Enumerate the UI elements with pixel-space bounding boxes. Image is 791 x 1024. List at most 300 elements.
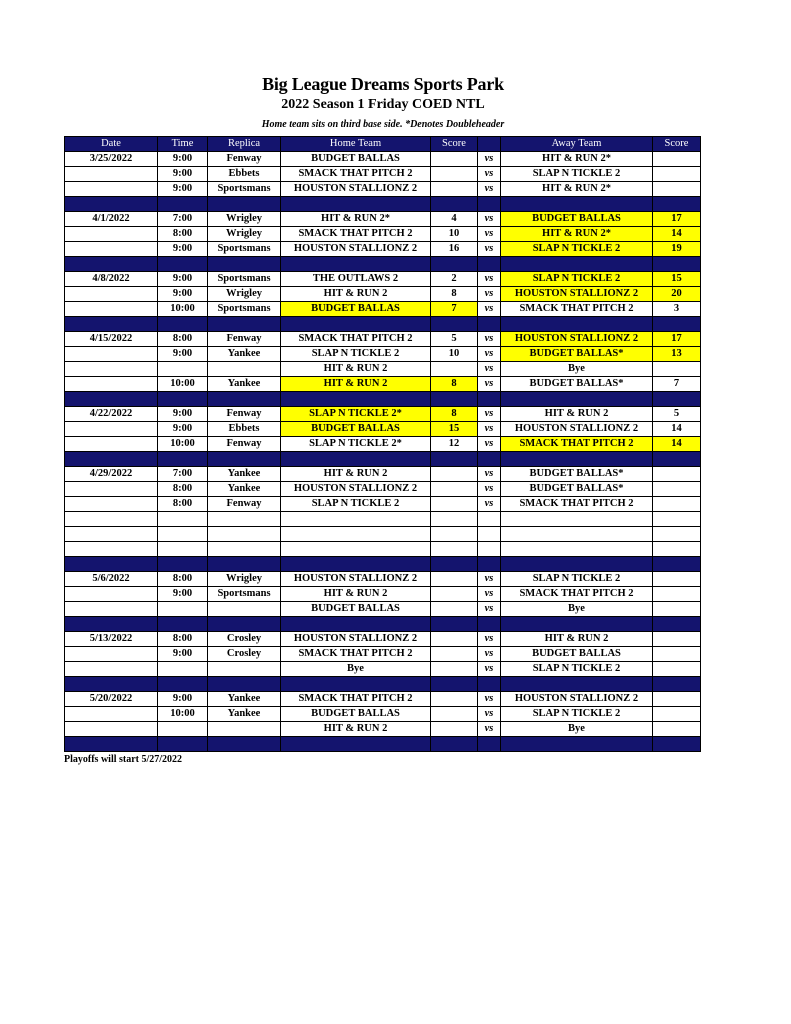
away-team-cell xyxy=(501,512,653,527)
replica-cell: Ebbets xyxy=(208,167,281,182)
separator-cell xyxy=(478,677,501,692)
date-cell xyxy=(65,662,158,677)
week-separator xyxy=(65,317,701,332)
away-team-cell: HIT & RUN 2 xyxy=(501,632,653,647)
separator-cell xyxy=(431,257,478,272)
away-score-cell xyxy=(653,167,701,182)
game-row xyxy=(65,467,701,482)
home-score-cell: 7 xyxy=(431,302,478,317)
header-away-score: Score xyxy=(653,137,701,152)
time-cell: 7:00 xyxy=(158,467,208,482)
separator-cell xyxy=(281,257,431,272)
replica-cell: Wrigley xyxy=(208,287,281,302)
vs-cell: vs xyxy=(478,407,501,422)
home-score-cell xyxy=(431,182,478,197)
vs-cell xyxy=(478,542,501,557)
home-score-cell xyxy=(431,167,478,182)
away-score-cell xyxy=(653,362,701,377)
replica-cell: Fenway xyxy=(208,152,281,167)
separator-cell xyxy=(478,557,501,572)
date-cell: 3/25/2022 xyxy=(65,152,158,167)
separator-cell xyxy=(431,392,478,407)
away-score-cell xyxy=(653,512,701,527)
separator-cell xyxy=(281,557,431,572)
separator-cell xyxy=(65,452,158,467)
date-cell: 4/15/2022 xyxy=(65,332,158,347)
separator-cell xyxy=(501,677,653,692)
replica-cell: Fenway xyxy=(208,332,281,347)
separator-cell xyxy=(158,257,208,272)
time-cell: 9:00 xyxy=(158,422,208,437)
away-score-cell xyxy=(653,662,701,677)
away-score-cell: 20 xyxy=(653,287,701,302)
home-team-cell: BUDGET BALLAS xyxy=(281,602,431,617)
home-team-cell: HOUSTON STALLIONZ 2 xyxy=(281,482,431,497)
date-cell: 4/8/2022 xyxy=(65,272,158,287)
home-team-cell: SLAP N TICKLE 2* xyxy=(281,407,431,422)
date-cell xyxy=(65,347,158,362)
away-team-cell: SMACK THAT PITCH 2 xyxy=(501,587,653,602)
date-cell xyxy=(65,242,158,257)
away-score-cell: 17 xyxy=(653,332,701,347)
separator-cell xyxy=(653,617,701,632)
away-team-cell: BUDGET BALLAS* xyxy=(501,377,653,392)
away-score-cell: 3 xyxy=(653,302,701,317)
separator-cell xyxy=(158,392,208,407)
game-row xyxy=(65,407,701,422)
away-score-cell: 14 xyxy=(653,227,701,242)
vs-cell: vs xyxy=(478,212,501,227)
date-cell xyxy=(65,647,158,662)
date-cell xyxy=(65,167,158,182)
separator-cell xyxy=(501,452,653,467)
home-score-cell xyxy=(431,662,478,677)
home-team-cell: HIT & RUN 2* xyxy=(281,212,431,227)
away-team-cell: HOUSTON STALLIONZ 2 xyxy=(501,422,653,437)
date-cell xyxy=(65,482,158,497)
time-cell xyxy=(158,362,208,377)
home-team-cell xyxy=(281,527,431,542)
separator-cell xyxy=(653,452,701,467)
replica-cell: Yankee xyxy=(208,467,281,482)
vs-cell: vs xyxy=(478,587,501,602)
time-cell: 9:00 xyxy=(158,242,208,257)
replica-cell: Fenway xyxy=(208,407,281,422)
away-team-cell: BUDGET BALLAS xyxy=(501,212,653,227)
separator-cell xyxy=(208,452,281,467)
separator-cell xyxy=(431,317,478,332)
home-score-cell xyxy=(431,587,478,602)
game-row xyxy=(65,632,701,647)
week-separator xyxy=(65,557,701,572)
away-team-cell: BUDGET BALLAS* xyxy=(501,347,653,362)
separator-cell xyxy=(653,557,701,572)
vs-cell: vs xyxy=(478,272,501,287)
header-date: Date xyxy=(65,137,158,152)
replica-cell xyxy=(208,362,281,377)
home-score-cell xyxy=(431,632,478,647)
separator-cell xyxy=(478,737,501,752)
time-cell xyxy=(158,542,208,557)
page-title: Big League Dreams Sports Park xyxy=(262,74,504,94)
home-team-cell: Bye xyxy=(281,662,431,677)
time-cell: 8:00 xyxy=(158,227,208,242)
time-cell: 8:00 xyxy=(158,632,208,647)
game-row xyxy=(65,707,701,722)
home-team-cell: BUDGET BALLAS xyxy=(281,302,431,317)
game-row xyxy=(65,587,701,602)
separator-cell xyxy=(65,677,158,692)
separator-cell xyxy=(208,197,281,212)
time-cell: 8:00 xyxy=(158,572,208,587)
away-score-cell xyxy=(653,602,701,617)
time-cell xyxy=(158,662,208,677)
separator-cell xyxy=(158,197,208,212)
away-team-cell: HOUSTON STALLIONZ 2 xyxy=(501,287,653,302)
replica-cell: Crosley xyxy=(208,632,281,647)
header-row xyxy=(65,137,701,152)
date-cell xyxy=(65,527,158,542)
date-cell: 5/13/2022 xyxy=(65,632,158,647)
home-team-cell: SLAP N TICKLE 2* xyxy=(281,437,431,452)
separator-cell xyxy=(158,317,208,332)
vs-cell: vs xyxy=(478,242,501,257)
vs-cell: vs xyxy=(478,287,501,302)
away-team-cell: Bye xyxy=(501,362,653,377)
time-cell: 8:00 xyxy=(158,332,208,347)
home-score-cell: 8 xyxy=(431,287,478,302)
header-vs xyxy=(478,137,501,152)
week-separator xyxy=(65,617,701,632)
vs-cell: vs xyxy=(478,182,501,197)
away-team-cell xyxy=(501,542,653,557)
game-row xyxy=(65,497,701,512)
vs-cell xyxy=(478,512,501,527)
separator-cell xyxy=(281,317,431,332)
home-team-cell: SMACK THAT PITCH 2 xyxy=(281,647,431,662)
separator-cell xyxy=(501,197,653,212)
home-team-cell: HOUSTON STALLIONZ 2 xyxy=(281,182,431,197)
separator-cell xyxy=(208,257,281,272)
vs-cell: vs xyxy=(478,707,501,722)
away-score-cell xyxy=(653,152,701,167)
replica-cell: Yankee xyxy=(208,692,281,707)
separator-cell xyxy=(281,737,431,752)
away-team-cell: SLAP N TICKLE 2 xyxy=(501,167,653,182)
game-row xyxy=(65,212,701,227)
playoffs-note: Playoffs will start 5/27/2022 xyxy=(64,754,183,765)
home-team-cell: SLAP N TICKLE 2 xyxy=(281,497,431,512)
away-team-cell: BUDGET BALLAS* xyxy=(501,482,653,497)
week-separator xyxy=(65,197,701,212)
separator-cell xyxy=(431,452,478,467)
home-team-cell: HIT & RUN 2 xyxy=(281,722,431,737)
home-team-cell: BUDGET BALLAS xyxy=(281,422,431,437)
separator-cell xyxy=(501,257,653,272)
game-row xyxy=(65,647,701,662)
away-score-cell xyxy=(653,527,701,542)
home-score-cell: 16 xyxy=(431,242,478,257)
home-score-cell xyxy=(431,572,478,587)
game-row xyxy=(65,242,701,257)
date-cell: 4/29/2022 xyxy=(65,467,158,482)
away-score-cell: 15 xyxy=(653,272,701,287)
home-team-cell: HIT & RUN 2 xyxy=(281,362,431,377)
separator-cell xyxy=(501,557,653,572)
time-cell: 9:00 xyxy=(158,647,208,662)
replica-cell xyxy=(208,602,281,617)
time-cell: 9:00 xyxy=(158,287,208,302)
away-score-cell xyxy=(653,572,701,587)
date-cell xyxy=(65,542,158,557)
week-separator xyxy=(65,737,701,752)
away-team-cell: HIT & RUN 2* xyxy=(501,227,653,242)
away-team-cell: SLAP N TICKLE 2 xyxy=(501,707,653,722)
separator-cell xyxy=(478,452,501,467)
header-home-team: Home Team xyxy=(281,137,431,152)
away-team-cell: HIT & RUN 2* xyxy=(501,182,653,197)
away-score-cell xyxy=(653,632,701,647)
replica-cell: Crosley xyxy=(208,647,281,662)
replica-cell: Sportsmans xyxy=(208,302,281,317)
away-team-cell: HOUSTON STALLIONZ 2 xyxy=(501,332,653,347)
away-team-cell: BUDGET BALLAS xyxy=(501,647,653,662)
away-score-cell: 14 xyxy=(653,422,701,437)
game-row xyxy=(65,287,701,302)
separator-cell xyxy=(501,392,653,407)
home-score-cell xyxy=(431,512,478,527)
game-row xyxy=(65,422,701,437)
time-cell: 9:00 xyxy=(158,152,208,167)
vs-cell: vs xyxy=(478,467,501,482)
replica-cell: Sportsmans xyxy=(208,272,281,287)
home-team-cell: SLAP N TICKLE 2 xyxy=(281,347,431,362)
time-cell xyxy=(158,722,208,737)
home-score-cell xyxy=(431,362,478,377)
home-team-cell: SMACK THAT PITCH 2 xyxy=(281,227,431,242)
date-cell xyxy=(65,707,158,722)
schedule-body xyxy=(65,137,701,752)
game-row xyxy=(65,572,701,587)
time-cell xyxy=(158,512,208,527)
separator-cell xyxy=(158,737,208,752)
game-row xyxy=(65,167,701,182)
week-separator xyxy=(65,392,701,407)
separator-cell xyxy=(65,737,158,752)
vs-cell: vs xyxy=(478,437,501,452)
away-score-cell: 5 xyxy=(653,407,701,422)
vs-cell: vs xyxy=(478,602,501,617)
home-score-cell xyxy=(431,647,478,662)
separator-cell xyxy=(65,317,158,332)
week-separator xyxy=(65,257,701,272)
separator-cell xyxy=(478,197,501,212)
replica-cell: Sportsmans xyxy=(208,182,281,197)
vs-cell: vs xyxy=(478,497,501,512)
date-cell: 4/22/2022 xyxy=(65,407,158,422)
away-team-cell: SMACK THAT PITCH 2 xyxy=(501,302,653,317)
separator-cell xyxy=(158,677,208,692)
separator-cell xyxy=(158,452,208,467)
away-score-cell xyxy=(653,707,701,722)
replica-cell: Wrigley xyxy=(208,212,281,227)
home-score-cell: 12 xyxy=(431,437,478,452)
time-cell: 9:00 xyxy=(158,587,208,602)
time-cell: 8:00 xyxy=(158,497,208,512)
separator-cell xyxy=(653,392,701,407)
separator-cell xyxy=(158,617,208,632)
separator-cell xyxy=(478,317,501,332)
date-cell xyxy=(65,362,158,377)
vs-cell: vs xyxy=(478,167,501,182)
game-row xyxy=(65,692,701,707)
home-team-cell: BUDGET BALLAS xyxy=(281,152,431,167)
away-team-cell: HIT & RUN 2* xyxy=(501,152,653,167)
home-score-cell xyxy=(431,497,478,512)
vs-cell: vs xyxy=(478,647,501,662)
separator-cell xyxy=(208,677,281,692)
separator-cell xyxy=(208,392,281,407)
separator-cell xyxy=(208,317,281,332)
home-score-cell: 8 xyxy=(431,407,478,422)
home-team-cell: BUDGET BALLAS xyxy=(281,707,431,722)
vs-cell: vs xyxy=(478,422,501,437)
time-cell xyxy=(158,602,208,617)
home-score-cell: 2 xyxy=(431,272,478,287)
separator-cell xyxy=(653,197,701,212)
vs-cell: vs xyxy=(478,632,501,647)
header-home-score: Score xyxy=(431,137,478,152)
separator-cell xyxy=(653,737,701,752)
separator-cell xyxy=(65,557,158,572)
replica-cell xyxy=(208,512,281,527)
away-score-cell: 17 xyxy=(653,212,701,227)
separator-cell xyxy=(653,257,701,272)
away-score-cell xyxy=(653,482,701,497)
away-team-cell: Bye xyxy=(501,722,653,737)
home-team-cell: SMACK THAT PITCH 2 xyxy=(281,167,431,182)
date-cell xyxy=(65,587,158,602)
separator-cell xyxy=(281,452,431,467)
game-row xyxy=(65,482,701,497)
away-team-cell: Bye xyxy=(501,602,653,617)
away-score-cell: 19 xyxy=(653,242,701,257)
home-team-cell: HOUSTON STALLIONZ 2 xyxy=(281,632,431,647)
away-team-cell: SLAP N TICKLE 2 xyxy=(501,572,653,587)
vs-cell: vs xyxy=(478,332,501,347)
away-team-cell xyxy=(501,527,653,542)
game-row xyxy=(65,182,701,197)
home-team-cell: HIT & RUN 2 xyxy=(281,467,431,482)
home-score-cell xyxy=(431,527,478,542)
game-row xyxy=(65,377,701,392)
game-row xyxy=(65,527,701,542)
away-score-cell: 13 xyxy=(653,347,701,362)
vs-cell: vs xyxy=(478,482,501,497)
time-cell: 10:00 xyxy=(158,707,208,722)
home-score-cell xyxy=(431,467,478,482)
date-cell xyxy=(65,722,158,737)
date-cell: 5/20/2022 xyxy=(65,692,158,707)
separator-cell xyxy=(158,557,208,572)
replica-cell: Sportsmans xyxy=(208,242,281,257)
vs-cell: vs xyxy=(478,302,501,317)
home-score-cell: 5 xyxy=(431,332,478,347)
replica-cell: Wrigley xyxy=(208,227,281,242)
separator-cell xyxy=(208,737,281,752)
date-cell: 5/6/2022 xyxy=(65,572,158,587)
separator-cell xyxy=(65,257,158,272)
vs-cell: vs xyxy=(478,347,501,362)
separator-cell xyxy=(208,557,281,572)
away-score-cell xyxy=(653,587,701,602)
vs-cell: vs xyxy=(478,662,501,677)
game-row xyxy=(65,272,701,287)
home-score-cell: 8 xyxy=(431,377,478,392)
away-team-cell: SMACK THAT PITCH 2 xyxy=(501,497,653,512)
time-cell: 9:00 xyxy=(158,692,208,707)
replica-cell xyxy=(208,662,281,677)
game-row xyxy=(65,602,701,617)
separator-cell xyxy=(281,677,431,692)
date-cell xyxy=(65,437,158,452)
date-cell xyxy=(65,227,158,242)
away-team-cell: HOUSTON STALLIONZ 2 xyxy=(501,692,653,707)
header-replica: Replica xyxy=(208,137,281,152)
home-team-cell: HIT & RUN 2 xyxy=(281,287,431,302)
time-cell: 9:00 xyxy=(158,182,208,197)
date-cell xyxy=(65,602,158,617)
separator-cell xyxy=(65,392,158,407)
time-cell: 9:00 xyxy=(158,407,208,422)
separator-cell xyxy=(431,617,478,632)
date-cell: 4/1/2022 xyxy=(65,212,158,227)
replica-cell: Yankee xyxy=(208,377,281,392)
time-cell: 10:00 xyxy=(158,302,208,317)
schedule-note: Home team sits on third base side. *Denotes Doubleheader xyxy=(261,119,505,130)
week-separator xyxy=(65,677,701,692)
home-score-cell xyxy=(431,482,478,497)
game-row xyxy=(65,542,701,557)
separator-cell xyxy=(478,617,501,632)
replica-cell: Wrigley xyxy=(208,572,281,587)
away-score-cell xyxy=(653,497,701,512)
vs-cell: vs xyxy=(478,227,501,242)
date-cell xyxy=(65,497,158,512)
replica-cell: Fenway xyxy=(208,437,281,452)
replica-cell: Yankee xyxy=(208,347,281,362)
separator-cell xyxy=(281,392,431,407)
vs-cell: vs xyxy=(478,572,501,587)
away-team-cell: SLAP N TICKLE 2 xyxy=(501,662,653,677)
vs-cell: vs xyxy=(478,377,501,392)
separator-cell xyxy=(501,737,653,752)
away-team-cell: HIT & RUN 2 xyxy=(501,407,653,422)
time-cell xyxy=(158,527,208,542)
separator-cell xyxy=(208,617,281,632)
home-score-cell: 4 xyxy=(431,212,478,227)
home-score-cell xyxy=(431,602,478,617)
away-score-cell xyxy=(653,467,701,482)
home-score-cell: 10 xyxy=(431,347,478,362)
schedule-table xyxy=(64,136,701,752)
away-score-cell: 7 xyxy=(653,377,701,392)
home-team-cell: THE OUTLAWS 2 xyxy=(281,272,431,287)
separator-cell xyxy=(478,257,501,272)
separator-cell xyxy=(431,197,478,212)
game-row xyxy=(65,362,701,377)
home-score-cell xyxy=(431,692,478,707)
